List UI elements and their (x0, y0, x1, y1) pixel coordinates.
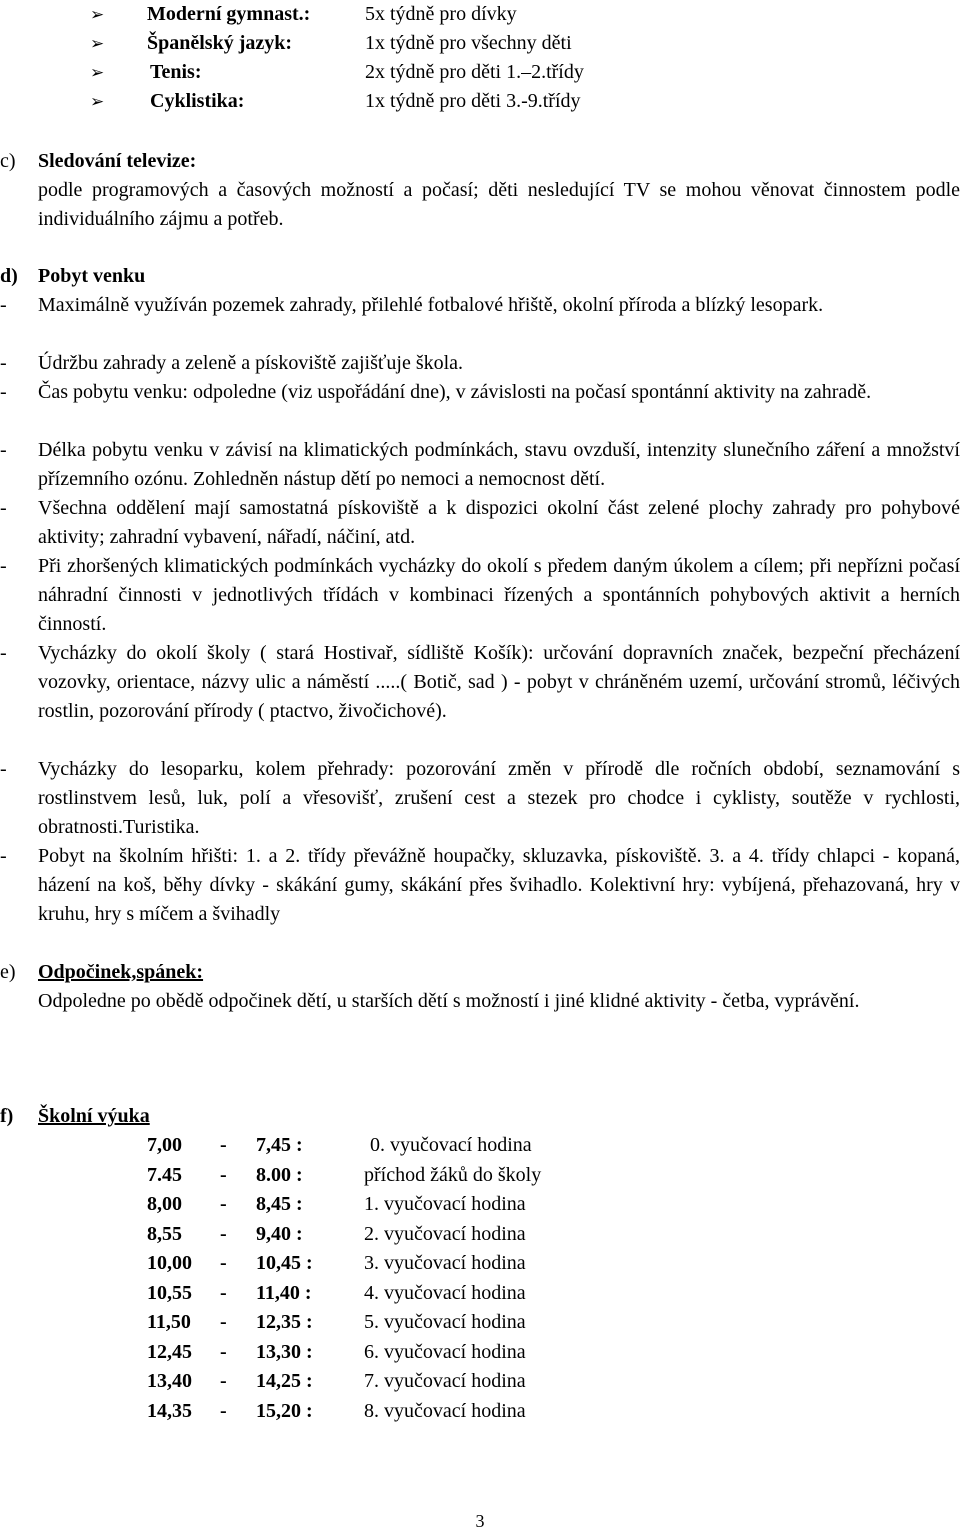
start-time: 10,55 (147, 1281, 192, 1304)
sport-value: 2x týdně pro děti 1.–2.třídy (365, 61, 584, 83)
start-time: 14,35 (147, 1399, 192, 1422)
list-item-text: Údržbu zahrady a zeleně a pískoviště zajišťuje škola. (38, 352, 464, 374)
table-row (0, 1397, 960, 1426)
section-title: Školní výuka (38, 1105, 150, 1127)
end-time: 9,40 : (256, 1222, 303, 1245)
time-dash: - (220, 1252, 227, 1274)
arrow-bullet-icon: ➢ (90, 34, 105, 53)
lesson-description: příchod žáků do školy (364, 1163, 542, 1186)
list-item-text: Čas pobytu venku: odpoledne (viz uspořádání dne), v závislosti na počasí spontánní aktivity na zahradě. (38, 381, 872, 403)
time-dash: - (220, 1340, 227, 1363)
list-item-text: Při zhoršených klimatických podmínkách vycházky do okolí s předem daným úkolem a cílem; při nepřízni počasí náhradní činnosti v jednotlivých třídách v kombinaci řízených a spontánních pohybových aktivit a herních činností. (38, 555, 960, 635)
time-dash: - (220, 1134, 227, 1156)
section-title: Odpočinek,spánek: (38, 961, 204, 983)
section-letter: c) (0, 150, 16, 172)
arrow-bullet-icon: ➢ (90, 63, 105, 82)
end-time: 10,45 : (256, 1252, 313, 1274)
table-row (0, 1190, 960, 1219)
list-item-text: Vycházky do okolí školy ( stará Hostivař, sídliště Košík): určování dopravních značek, bezpeční přecházení vozovky, orientace, názvy ulic a náměstí .....( Botič, sad ) - pobyt v chráněném uzemí, určování stromů, léčivých rostlin, pozorování přírody ( ptactvo, živočichové). (38, 642, 960, 722)
section-title: Pobyt venku (38, 265, 146, 287)
end-time: 11,40 : (256, 1281, 312, 1304)
lesson-description: 7. vyučovací hodina (364, 1370, 526, 1392)
end-time: 14,25 : (256, 1370, 313, 1392)
time-dash: - (220, 1281, 227, 1304)
time-dash: - (220, 1311, 227, 1333)
start-time: 10,00 (147, 1252, 192, 1274)
table-row (0, 1308, 960, 1337)
end-time: 7,45 : (256, 1134, 303, 1156)
section-text: Odpoledne po obědě odpočinek dětí, u starších dětí s možností i jiné klidné aktivity - četba, vyprávění. (38, 990, 860, 1012)
list-item-text: Délka pobytu venku v závisí na klimatických podmínkách, stavu ovzduší, intenzity slunečního záření a množství přízemního ozónu. Zohledněn nástup dětí po nemoci a nemocnost dětí. (38, 439, 960, 490)
section-letter: e) (0, 961, 16, 983)
start-time: 11,50 (147, 1311, 191, 1333)
lesson-description: 2. vyučovací hodina (364, 1222, 526, 1245)
end-time: 12,35 : (256, 1311, 313, 1333)
lesson-description: 6. vyučovací hodina (364, 1340, 526, 1363)
list-item-text: Maximálně využíván pozemek zahrady, přilehlé fotbalové hřiště, okolní příroda a blízký lesopark. (38, 294, 824, 316)
dash-bullet: - (0, 845, 7, 867)
sport-value: 1x týdně pro děti 3.-9.třídy (365, 90, 581, 112)
dash-bullet: - (0, 642, 7, 664)
time-dash: - (220, 1163, 227, 1186)
section-letter: f) (0, 1105, 14, 1127)
lesson-description: 0. vyučovací hodina (370, 1134, 532, 1156)
section-text: podle programových a časových možností a počasí; děti nesledující TV se mohou věnovat činnostem podle individuálního zájmu a potřeb. (38, 179, 960, 230)
sport-name: Cyklistika: (150, 90, 245, 112)
end-time: 15,20 : (256, 1399, 313, 1422)
section-letter: d) (0, 265, 18, 287)
end-time: 13,30 : (256, 1340, 313, 1363)
table-row (0, 1367, 960, 1396)
sport-value: 1x týdně pro všechny děti (365, 32, 572, 54)
time-dash: - (220, 1193, 227, 1215)
start-time: 8,55 (147, 1222, 182, 1245)
time-dash: - (220, 1222, 227, 1245)
section-title: Sledování televize: (38, 150, 197, 172)
table-row (0, 1249, 960, 1278)
dash-bullet: - (0, 758, 7, 780)
end-time: 8,45 : (256, 1193, 303, 1215)
start-time: 7,00 (147, 1134, 182, 1156)
time-dash: - (220, 1370, 227, 1392)
sport-name: Moderní gymnast.: (147, 3, 311, 25)
table-row (0, 1338, 960, 1367)
start-time: 13,40 (147, 1370, 192, 1392)
sport-name: Španělský jazyk: (147, 32, 293, 54)
dash-bullet: - (0, 497, 7, 519)
lesson-description: 8. vyučovací hodina (364, 1399, 526, 1422)
lesson-description: 5. vyučovací hodina (364, 1311, 526, 1333)
start-time: 8,00 (147, 1193, 182, 1215)
list-item-text: Pobyt na školním hřišti: 1. a 2. třídy převážně houpačky, skluzavka, pískoviště. 3. a 4. třídy chlapci - kopaná, házení na koš, běhy dívky - skákání gumy, skákání přes švihadlo. Kolektivní hry: vybíjená, přehazovaná, hry v kruhu, hry s míčem a švihadly (38, 845, 960, 925)
dash-bullet: - (0, 352, 7, 374)
end-time: 8.00 : (256, 1163, 303, 1186)
dash-bullet: - (0, 294, 7, 316)
dash-bullet: - (0, 381, 7, 403)
table-row (0, 1220, 960, 1249)
start-time: 12,45 (147, 1340, 192, 1363)
start-time: 7.45 (147, 1163, 182, 1186)
sport-value: 5x týdně pro dívky (365, 3, 517, 25)
sport-name: Tenis: (150, 61, 202, 83)
page-number: 3 (475, 1511, 485, 1531)
list-item-text: Vycházky do lesoparku, kolem přehrady: pozorování změn v přírodě dle ročních období, seznamování s rostlinstvem lesů, luk, polí a vřesovišť, zrušení cest a stezek pro chodce i cyklisty, soutěže v rychlosti, obratnosti.Turistika. (38, 758, 960, 838)
arrow-bullet-icon: ➢ (90, 5, 105, 24)
table-row (0, 1131, 960, 1160)
table-row (0, 1279, 960, 1308)
dash-bullet: - (0, 439, 7, 461)
lesson-description: 4. vyučovací hodina (364, 1281, 526, 1304)
list-item-text: Všechna oddělení mají samostatná pískoviště a k dispozici okolní část zelené plochy zahrady pro pohybové aktivity; zahradní vybavení, nářadí, náčiní, atd. (38, 497, 960, 548)
table-row (0, 1161, 960, 1190)
lesson-description: 3. vyučovací hodina (364, 1252, 526, 1274)
dash-bullet: - (0, 555, 7, 577)
arrow-bullet-icon: ➢ (90, 92, 105, 111)
time-dash: - (220, 1399, 227, 1422)
lesson-description: 1. vyučovací hodina (364, 1193, 526, 1215)
